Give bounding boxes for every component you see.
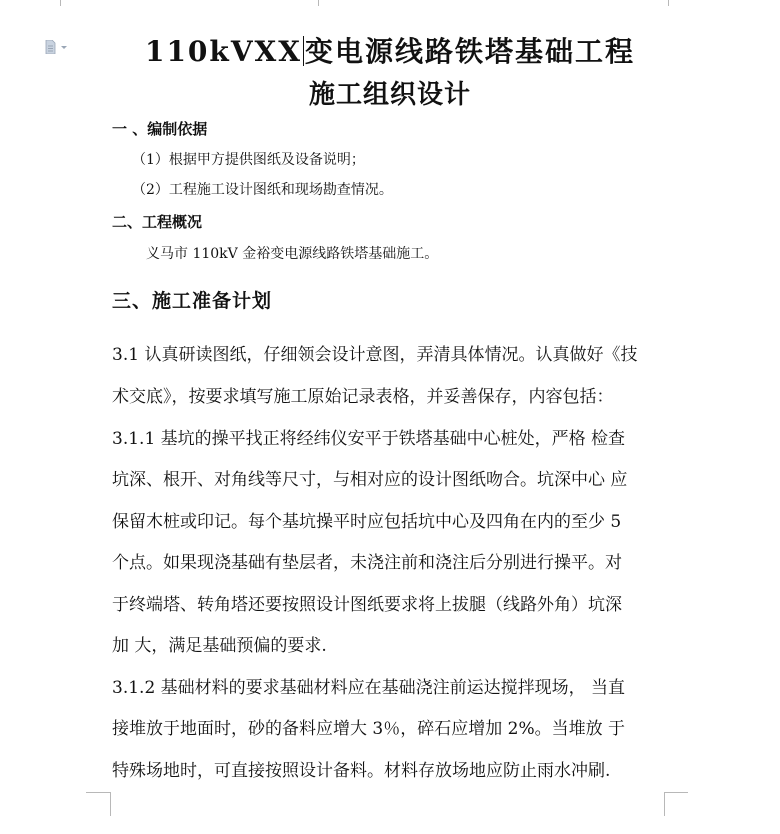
crop-mark-bottom-left-v [110,792,111,816]
section-heading-3: 三、施工准备计划 [112,290,273,312]
body-line-10: 接堆放于地面时，砂的备料应增大 3％，碎石应增加 2%。当堆放 于 [112,719,625,739]
crop-mark-bottom-left-h [86,792,110,793]
body-line-9: 3.1.2 基础材料的要求基础材料应在基础浇注前运达搅拌现场， 当直 [112,678,626,698]
title-part-2: 变电源线路铁塔基础工程 [305,35,636,68]
basis-item-1: （1）根据甲方提供图纸及设备说明； [132,152,365,168]
text-cursor [303,36,304,66]
crop-mark-top-left [60,0,61,6]
body-line-8: 加 大，满足基础预偏的要求. [112,636,327,656]
body-line-5: 保留木桩或印记。每个基坑操平时应包括坑中心及四角在内的至少 5 [112,512,622,532]
basis-item-2: （2）工程施工设计图纸和现场勘查情况。 [132,182,393,198]
title-part-1: 110kVXX [144,35,302,68]
document-title [0,30,780,70]
body-line-4: 坑深、根开、对角线等尺寸，与相对应的设计图纸吻合。坑深中心 应 [112,470,628,490]
body-line-2: 术交底》，按要求填写施工原始记录表格，并妥善保存，内容包括： [112,387,614,407]
crop-mark-bottom-right-h [664,792,688,793]
body-line-6: 个点。如果现浇基础有垫层者，未浇注前和浇注后分别进行操平。对 [112,553,622,573]
document-subtitle: 施工组织设计 [308,80,471,110]
body-line-11: 特殊场地时，可直接按照设计备料。材料存放场地应防止雨水冲刷. [112,761,611,781]
body-line-3: 3.1.1 基坑的操平找正将经纬仪安平于铁塔基础中心桩处，严格 检查 [112,429,626,449]
overview-text: 义马市 110kV 金裕变电源线路铁塔基础施工。 [146,246,439,262]
crop-mark-top-mid [318,0,319,6]
section-heading-1: 一 、编制依据 [112,120,208,138]
crop-mark-top-right [668,0,669,6]
crop-mark-bottom-right-v [664,792,665,816]
body-line-7: 于终端塔、转角塔还要按照设计图纸要求将上拔腿（线路外角）坑深 [112,595,622,615]
body-line-1: 3.1 认真研读图纸，仔细领会设计意图，弄清具体情况。认真做好《技 [112,345,638,365]
section-heading-2: 二、工程概况 [112,213,203,231]
